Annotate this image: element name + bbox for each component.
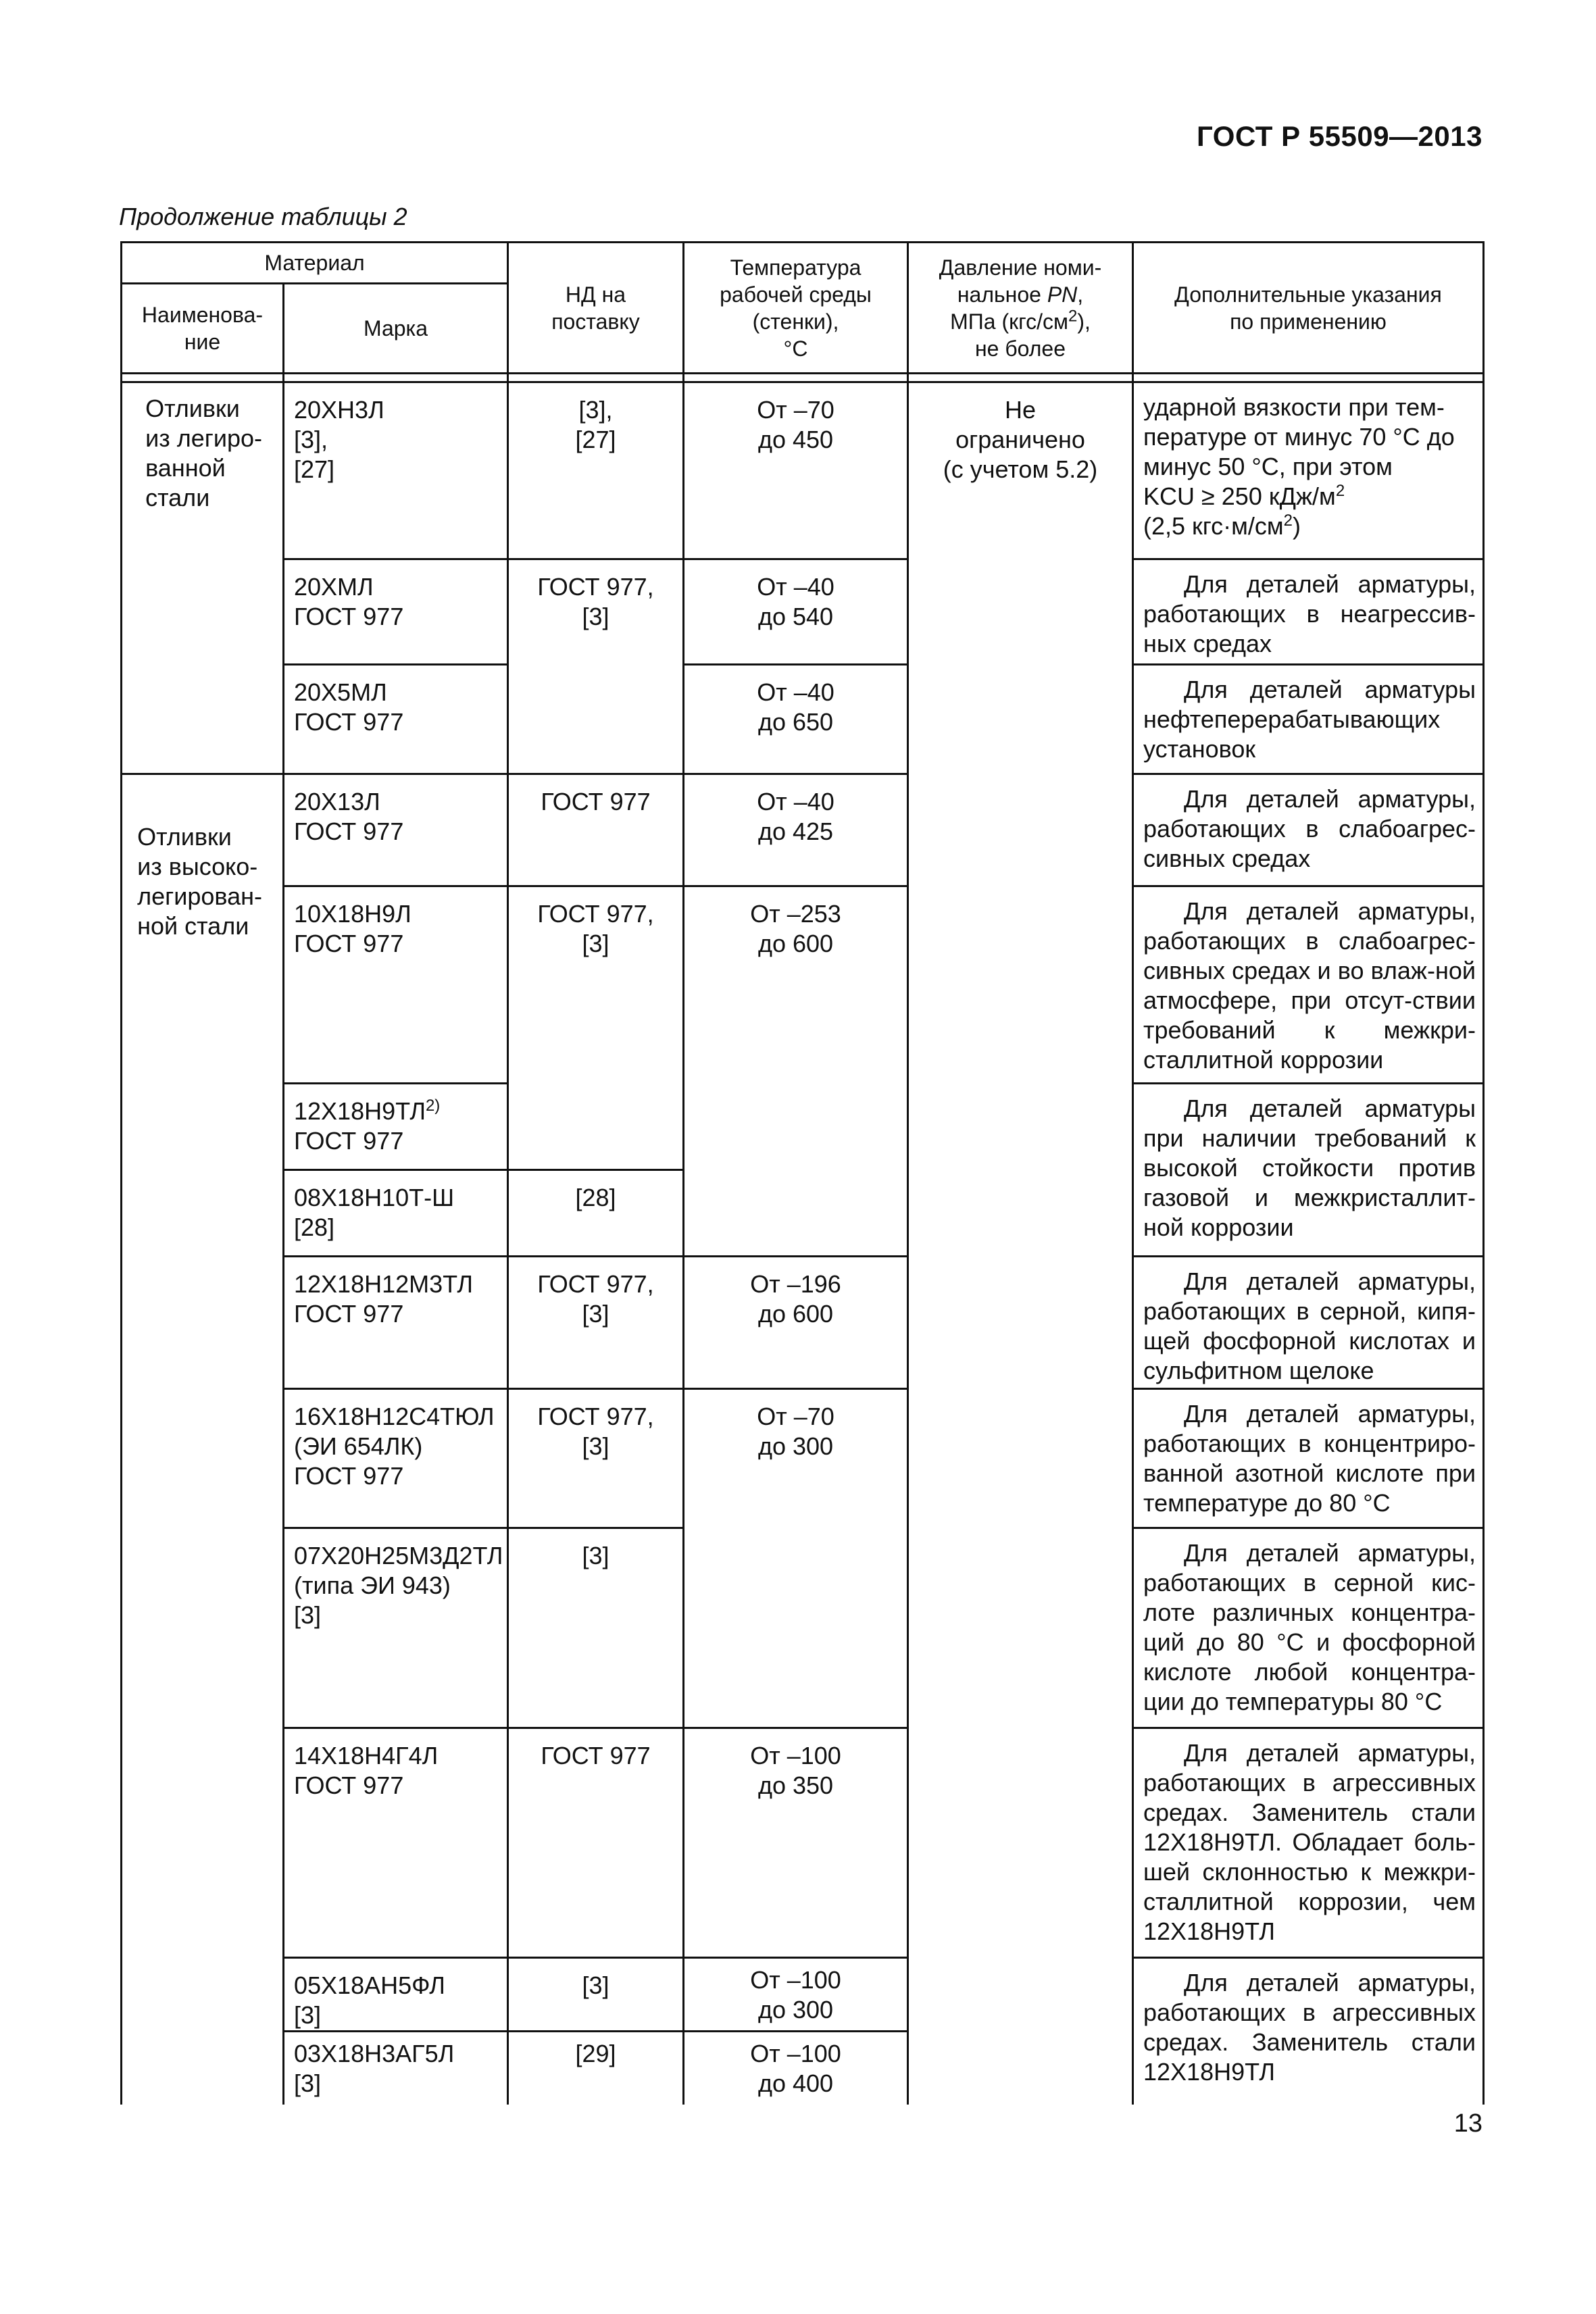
mark-cell: 08Х18Н10Т-Ш [28] (284, 1170, 508, 1257)
mark-cell: 12Х18Н9ТЛ$^{2)}$ ГОСТ 977 (284, 1084, 508, 1170)
nd-cell: ГОСТ 977 (508, 774, 684, 886)
nd-cell: ГОСТ 977, [3] (508, 1389, 684, 1528)
mark-cell: 03Х18Н3АГ5Л [3] (284, 2032, 508, 2105)
mark-cell: 16Х18Н12С4ТЮЛ (ЭИ 654ЛК) ГОСТ 977 (284, 1389, 508, 1528)
nd-cell: [29] (508, 2032, 684, 2105)
header-notes: Дополнительные указания по применению (1133, 243, 1484, 374)
note-cell: Для деталей арматуры, работающих в концентриро-ванной азотной кислоте при температуре до 80 °С (1133, 1389, 1484, 1528)
nd-cell: [3] (508, 1958, 684, 2032)
temperature-cell: От –100 до 350 (684, 1728, 908, 1958)
note-cell: ударной вязкости при тем- пературе от минус 70 °С до минус 50 °С, при этом KCU ≥ 250 кДж/$м^2$ (2,5 $кгс\cdot м/см^2$) (1133, 382, 1484, 559)
temperature-cell: От –100 до 300 (684, 1958, 908, 2032)
note-cell: Для деталей арматуры, работающих в слабоагрес-сивных средах и во влаж-ной атмосфере, при отсут-ствии требований к межкри-сталлитной коррозии (1133, 886, 1484, 1084)
table-row (122, 774, 1484, 886)
mark-cell: 20ХН3Л [3], [27] (284, 382, 508, 559)
note-cell: Для деталей арматуры, работающих в серной кис-лоте различных концентра-ций до 80 °С и фосфорной кислоте любой концентра-ции до температуры 80 °С (1133, 1528, 1484, 1728)
header-name: Наименова- ние (122, 284, 284, 374)
mark-cell: 05Х18АН5ФЛ [3] (284, 1958, 508, 2032)
table-row (122, 1257, 1484, 1389)
header-mark: Марка (284, 284, 508, 374)
mark-cell: 20ХМЛ ГОСТ 977 (284, 559, 508, 665)
temperature-cell: От –253 до 600 (684, 886, 908, 1257)
group-name-high-alloy: Отливки из высоко- легирован- ной стали (122, 774, 284, 2105)
mark-cell: 07Х20Н25М3Д2ТЛ (типа ЭИ 943) [3] (284, 1528, 508, 1728)
note-cell: Для деталей арматуры нефтеперерабатывающих установок (1133, 665, 1484, 774)
standard-designation: ГОСТ Р 55509—2013 (1197, 120, 1482, 152)
table-row (122, 559, 1484, 665)
nd-cell: [3], [27] (508, 382, 684, 559)
header-material: Материал (122, 243, 508, 284)
page-number: 13 (1453, 2109, 1482, 2138)
group-name-alloy: Отливки из легиро- ванной стали (122, 382, 284, 774)
note-cell: Для деталей арматуры, работающих в серной, кипя-щей фосфорной кислотах и сульфитном щелоке (1133, 1257, 1484, 1389)
table-caption: Продолжение таблицы 2 (119, 203, 407, 230)
temperature-cell: От –70 до 300 (684, 1389, 908, 1728)
nd-cell: ГОСТ 977, [3] (508, 1257, 684, 1389)
note-cell: Для деталей арматуры, работающих в агрессивных средах. Заменитель стали 12Х18Н9ТЛ (1133, 1958, 1484, 2105)
nd-cell: ГОСТ 977, [3] (508, 559, 684, 774)
nd-cell: ГОСТ 977 (508, 1728, 684, 1958)
note-cell: Для деталей арматуры, работающих в слабоагрес-сивных средах (1133, 774, 1484, 886)
table-row (122, 1958, 1484, 2032)
note-cell: Для деталей арматуры, работающих в неагрессив-ных средах (1133, 559, 1484, 665)
note-cell: Для деталей арматуры, работающих в агрессивных средах. Заменитель стали 12Х18Н9ТЛ. Обладает боль-шей склонностью к межкри-сталлитной коррозии, чем 12Х18Н9ТЛ (1133, 1728, 1484, 1958)
header-temperature: Температура рабочей среды (стенки), °С (684, 243, 908, 374)
nd-cell: [28] (508, 1170, 684, 1257)
temperature-cell: От –40 до 650 (684, 665, 908, 774)
pressure-cell: Не ограничено (с учетом 5.2) (908, 382, 1133, 2105)
temperature-cell: От –40 до 540 (684, 559, 908, 665)
mark-cell: 20Х5МЛ ГОСТ 977 (284, 665, 508, 774)
temperature-cell: От –196 до 600 (684, 1257, 908, 1389)
temperature-cell: От –100 до 400 (684, 2032, 908, 2105)
table-row (122, 665, 1484, 774)
materials-table (120, 241, 1485, 2105)
note-cell: Для деталей арматуры при наличии требований к высокой стойкости против газовой и межкристаллит-ной коррозии (1133, 1084, 1484, 1257)
table-row (122, 886, 1484, 1084)
temperature-cell: От –40 до 425 (684, 774, 908, 886)
mark-cell: 12Х18Н12М3ТЛ ГОСТ 977 (284, 1257, 508, 1389)
nd-cell: ГОСТ 977, [3] (508, 886, 684, 1170)
header-pressure: Давление номи- нальное PN, МПа $(кгс/см^2)$, не более (908, 243, 1133, 374)
temperature-cell: От –70 до 450 (684, 382, 908, 559)
mark-cell: 20Х13Л ГОСТ 977 (284, 774, 508, 886)
table-row (122, 382, 1484, 559)
table-row (122, 1389, 1484, 1528)
mark-cell: 10Х18Н9Л ГОСТ 977 (284, 886, 508, 1084)
nd-cell: [3] (508, 1528, 684, 1728)
mark-cell: 14Х18Н4Г4Л ГОСТ 977 (284, 1728, 508, 1958)
header-nd: НД на поставку (508, 243, 684, 374)
header-separator (122, 374, 1484, 382)
table-row (122, 1728, 1484, 1958)
